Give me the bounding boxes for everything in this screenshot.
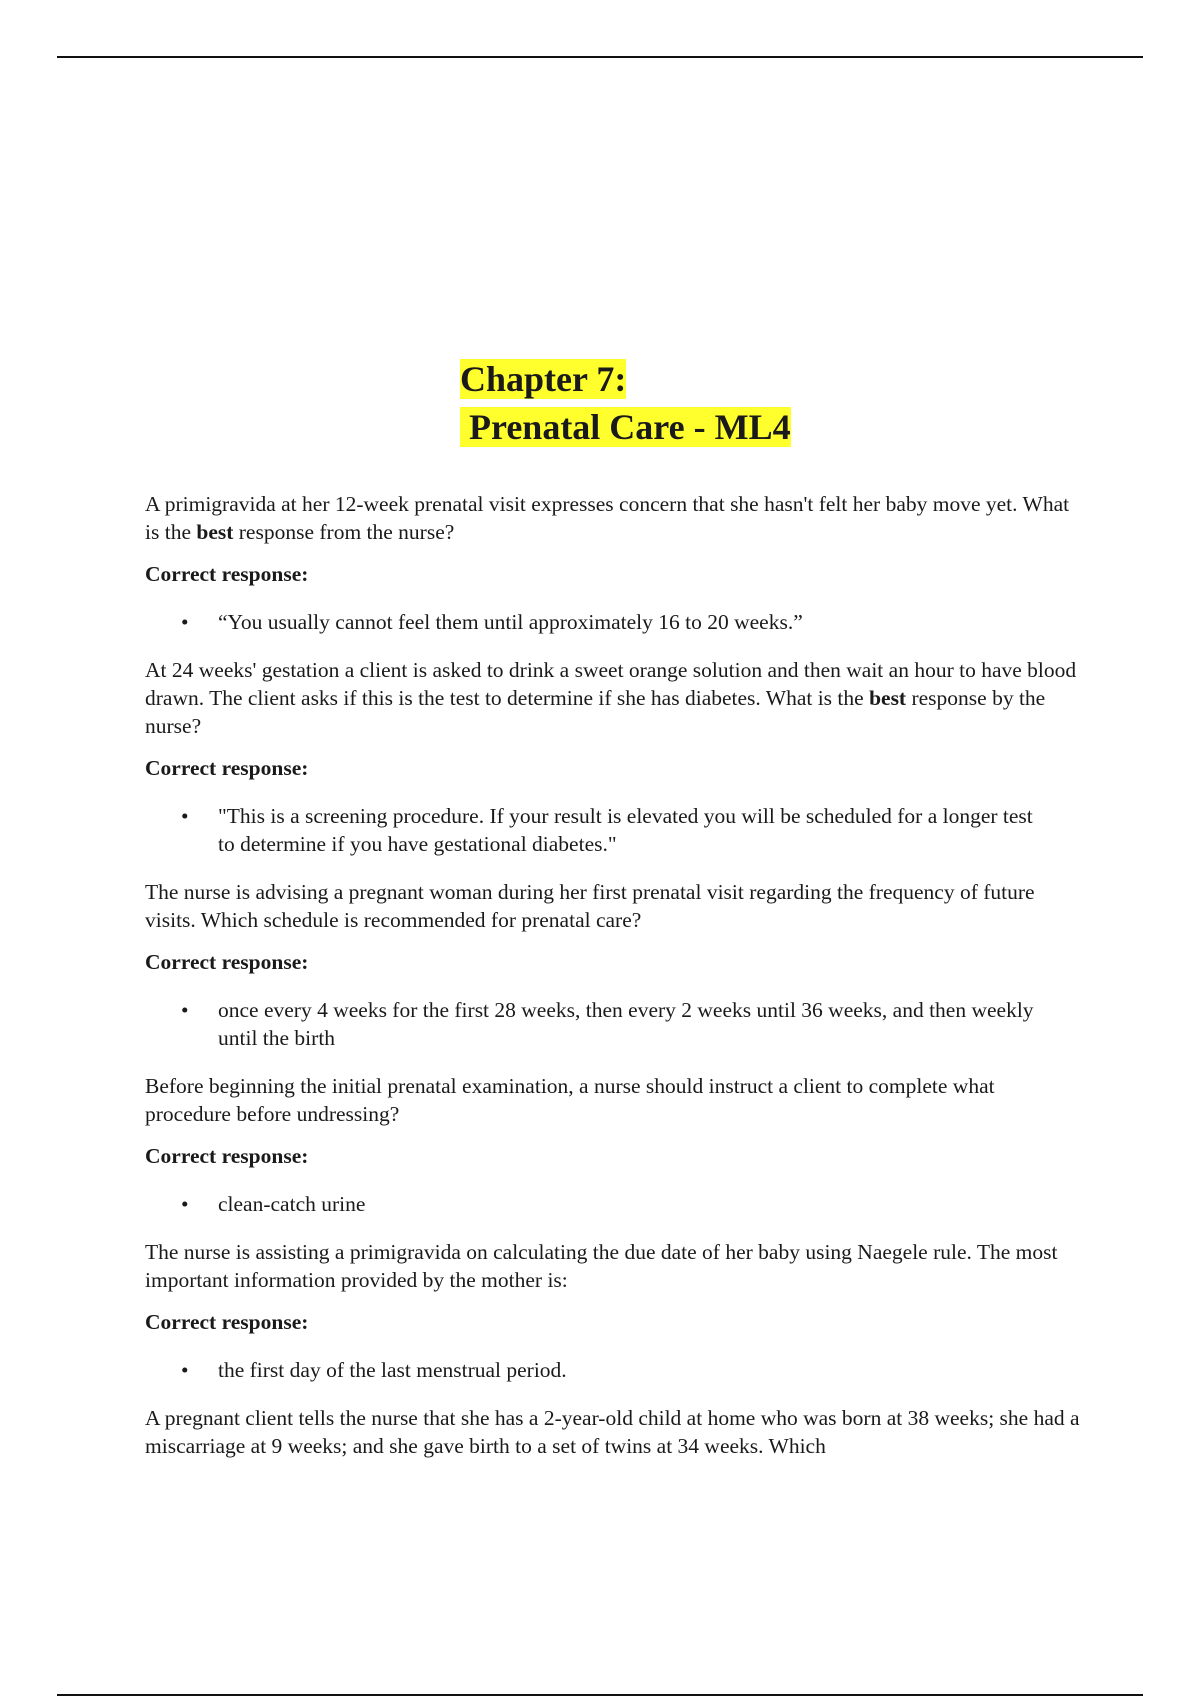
question-text: The nurse is assisting a primigravida on calculating the due date of her baby using Naegele rule. The most important information provided by the mother is: — [145, 1240, 1058, 1292]
question-block — [145, 490, 1085, 636]
correct-response-label: Correct response: — [145, 756, 309, 780]
answer-item: • once every 4 weeks for the first 28 weeks, then every 2 weeks until 36 weeks, and then weekly until the birth — [181, 998, 1034, 1050]
question-block — [145, 1238, 1085, 1384]
bullet-icon: • — [181, 610, 189, 634]
question-text: A primigravida at her 12-week prenatal visit expresses concern that she hasn't felt her baby move yet. What is the best response from the nurse? — [145, 492, 1070, 544]
chapter-heading: Chapter 7: — [460, 359, 627, 399]
bullet-icon: • — [181, 998, 189, 1022]
question-text: A pregnant client tells the nurse that she has a 2-year-old child at home who was born at 38 weeks; she had a miscarriage at 9 weeks; and she gave birth to a set of twins at 34 weeks. Which — [145, 1406, 1080, 1458]
answer-item: • "This is a screening procedure. If your result is elevated you will be scheduled for a longer test to determine if you have gestational diabetes." — [181, 804, 1033, 856]
answer-list — [145, 1190, 1085, 1218]
correct-response-label: Correct response: — [145, 562, 309, 586]
answer-list — [145, 802, 1085, 858]
answer-item: • the first day of the last menstrual period. — [181, 1358, 567, 1382]
question-text: Before beginning the initial prenatal examination, a nurse should instruct a client to complete what procedure before undressing? — [145, 1074, 995, 1126]
question-text: At 24 weeks' gestation a client is asked to drink a sweet orange solution and then wait an hour to have blood drawn. The client asks if this is the test to determine if she has diabetes. What is the best response by the nurse? — [145, 658, 1077, 738]
answer-list — [145, 1356, 1085, 1384]
answer-list — [145, 608, 1085, 636]
question-text: The nurse is advising a pregnant woman during her first prenatal visit regarding the frequency of future visits. Which schedule is recommended for prenatal care? — [145, 880, 1035, 932]
bullet-icon: • — [181, 1358, 189, 1382]
bullet-icon: • — [181, 804, 189, 828]
chapter-subheading: Prenatal Care - ML4 — [460, 407, 791, 447]
question-block — [145, 1072, 1085, 1218]
answer-item: • clean-catch urine — [181, 1192, 366, 1216]
bullet-icon: • — [181, 1192, 189, 1216]
question-block — [145, 656, 1085, 858]
bottom-divider — [57, 1694, 1143, 1696]
question-list — [145, 490, 1085, 1474]
correct-response-label: Correct response: — [145, 1310, 309, 1334]
question-block — [145, 878, 1085, 1052]
answer-item: • “You usually cannot feel them until approximately 16 to 20 weeks.” — [181, 610, 803, 634]
answer-list — [145, 996, 1085, 1052]
correct-response-label: Correct response: — [145, 1144, 309, 1168]
top-divider — [57, 56, 1143, 58]
chapter-title — [460, 355, 791, 451]
correct-response-label: Correct response: — [145, 950, 309, 974]
